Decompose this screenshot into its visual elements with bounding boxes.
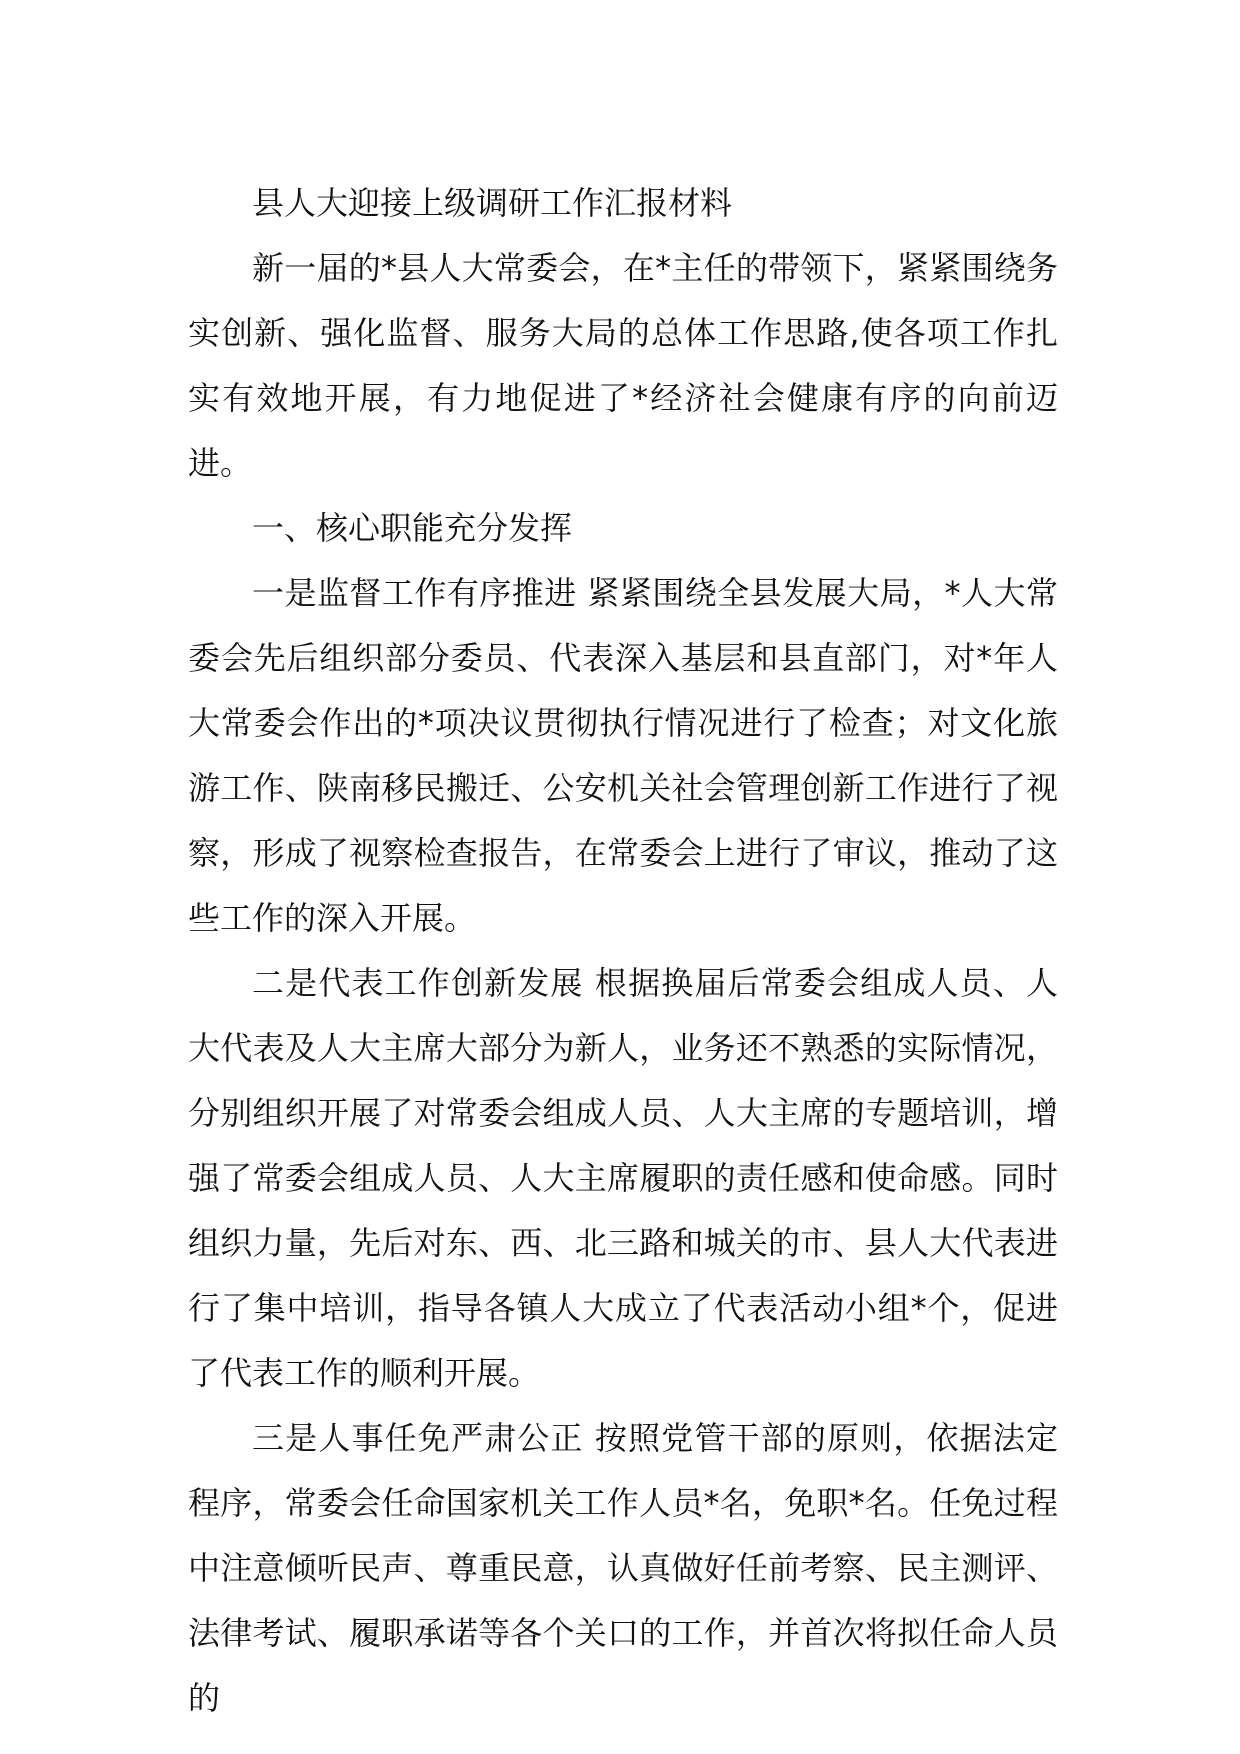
section-heading: 一、核心职能充分发挥 (252, 509, 573, 547)
supervision-paragraph: 一是监督工作有序推进 紧紧围绕全县发展大局，*人大常委会先后组织部分委员、代表深入基层和县直部门，对*年人大常委会作出的*项决议贯彻执行情况进行了检查；对文化旅游工作、陕南移民搬迁、公安机关社会管理创新工作进行了视察，形成了视察检查报告，在常委会上进行了审议，推动了这些工作的深入开展。 (188, 574, 1058, 937)
intro-paragraph: 新一届的*县人大常委会，在*主任的带领下，紧紧围绕务实创新、强化监督、服务大局的总体工作思路,使各项工作扎实有效地开展，有力地促进了*经济社会健康有序的向前迈进。 (188, 249, 1058, 482)
document-body (188, 171, 1058, 1731)
document-title: 县人大迎接上级调研工作汇报材料 (252, 184, 733, 222)
personnel-paragraph: 三是人事任免严肃公正 按照党管干部的原则，依据法定程序，常委会任命国家机关工作人员*名，免职*名。任免过程中注意倾听民声、尊重民意，认真做好任前考察、民主测评、法律考试、履职承诺等各个关口的工作，并首次将拟任命人员的 (188, 1419, 1058, 1717)
representative-paragraph: 二是代表工作创新发展 根据换届后常委会组成人员、人大代表及人大主席大部分为新人，业务还不熟悉的实际情况，分别组织开展了对常委会组成人员、人大主席的专题培训，增强了常委会组成人员、人大主席履职的责任感和使命感。同时组织力量，先后对东、西、北三路和城关的市、县人大代表进行了集中培训，指导各镇人大成立了代表活动小组*个，促进了代表工作的顺利开展。 (188, 964, 1058, 1392)
